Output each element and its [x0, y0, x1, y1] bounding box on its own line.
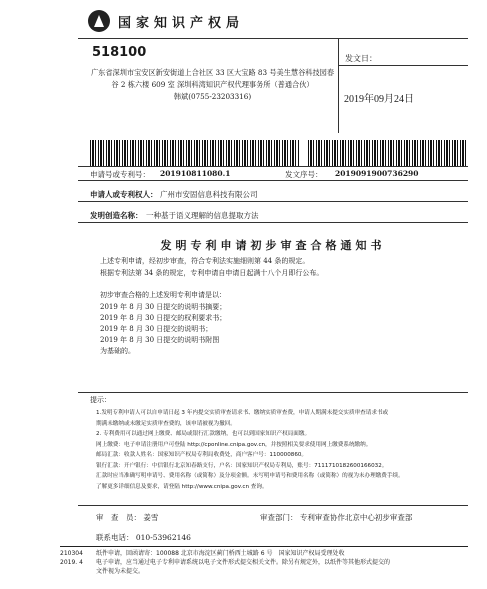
row-divider [78, 222, 468, 223]
row-divider [78, 201, 468, 202]
notice-paragraph-1: 上述专利申请，经初步审查，符合专利法实施细则第 44 条的规定。 [100, 257, 310, 265]
examiner [96, 512, 158, 523]
barcode-left [90, 140, 300, 166]
row-divider [78, 180, 468, 181]
recipient-address [90, 67, 335, 103]
tip-line: 1.发明专利申请人可以自申请日起 3 年内提交实质审查请求书、缴纳实质审查费，申请人期满未提交实质审查请求书或 [96, 410, 389, 416]
form-code-1: 210304 [60, 550, 83, 557]
document-item: 2019 年 8 月 30 日提交的权利要求书； [100, 314, 227, 322]
tip-line: 汇款时应当准确写明申请号、费用名称（或简称）及分项金额。未写明申请号和费用名称（或简称）的视为未办理缴费手续。 [96, 473, 404, 479]
address-text: 广东省深圳市宝安区新安街道上合社区 33 区大宝路 83 号美生慧谷科技园春谷 2 栋六楼 609 室 深圳科湾知识产权代理事务所（普通合伙） [90, 68, 335, 89]
tip-line: 期满未缴纳或未缴足实质审查费的，该申请被视为撤回。 [96, 420, 236, 427]
issue-label-divider [338, 65, 468, 66]
office-name: 国家知识产权局 [118, 16, 245, 31]
footer-notes [96, 549, 468, 576]
department-name: 专利审查协作北京中心初步审查部 [299, 513, 413, 522]
document-list [100, 302, 460, 357]
notice-paragraph-2: 根据专利法第 34 条的规定，专利申请自申请日起满十八个月即行公布。 [100, 269, 324, 277]
barcode-right [308, 140, 468, 166]
signoff-divider [78, 505, 468, 506]
document-item: 2019 年 8 月 30 日提交的说明书摘要； [100, 303, 227, 311]
notice-paragraph-3: 初步审查合格的上述发明专利申请是以： [100, 291, 226, 299]
applicant-name: 广州市安固信息科技有限公司 [160, 190, 258, 199]
tips-divider [78, 392, 468, 393]
document-item: 2019 年 8 月 30 日提交的说明书附图 [100, 336, 220, 344]
tip-line: 银行汇款：开户银行：中信银行北京知春路支行，户名：国家知识产权局专利局，账号：7111710182600166032。 [96, 462, 388, 469]
department-label: 审查部门： [260, 513, 298, 522]
invention-title-label: 发明创造名称： [90, 211, 143, 220]
applicant-label: 申请人或专利权人： [90, 190, 158, 199]
serial-no-label: 发文序号： [285, 170, 323, 179]
phone [96, 532, 191, 543]
document-item: 2019 年 8 月 30 日提交的说明书； [100, 325, 213, 333]
phone-label: 联系电话： [96, 533, 134, 542]
form-code-2: 2019. 4 [60, 559, 83, 566]
footer-line: 电子申请，应当通过电子专利申请系统以电子文件形式提交相关文件。除另有规定外，以纸件等其他形式提交的 [96, 559, 391, 566]
notice-title: 发明专利申请初步审查合格通知书 [160, 239, 386, 252]
department [260, 512, 412, 523]
examiner-label: 审 查 员： [96, 513, 141, 522]
tip-line: 了解更多详细信息及要求，请登陆 http://www.cnipa.gov.cn 查询。 [96, 483, 268, 490]
footer-line: 文件视为未提交。 [96, 568, 145, 575]
tip-line: 2. 专利费用可以通过网上缴费、邮局或银行汇款缴纳，也可以到国家知识产权局面缴。 [96, 431, 311, 437]
application-no-label: 申请号或专利号： [90, 170, 150, 179]
invention-title: 一种基于语义理解的信息提取方法 [146, 211, 259, 220]
examiner-name: 姜雪 [143, 513, 159, 522]
serial-no: 2019091900736290 [335, 169, 419, 178]
footer-divider [60, 546, 468, 547]
header-vertical-divider [338, 38, 339, 133]
tip-line: 网上缴费：电子申请注册用户可登陆 http://cponline.cnipa.gov.cn，并按照相关要求使用网上缴费系统缴纳。 [96, 441, 372, 448]
tips-list [96, 408, 468, 492]
tip-line: 邮局汇款：收款人姓名：国家知识产权局专利局收费处，商户客户号：110000860。 [96, 452, 308, 458]
phone-number: 010-53962146 [135, 533, 191, 542]
postcode: 518100 [92, 45, 147, 60]
application-no: 201910811080.1 [160, 169, 231, 178]
cnipa-logo [88, 10, 110, 32]
issue-date-label: 发文日： [345, 54, 377, 63]
row-divider [78, 166, 468, 167]
contact-text: 韩斌(0755-23203316) [173, 92, 252, 101]
form-code [60, 549, 83, 567]
footer-line: 纸件申请，回函请寄：100088 北京市海淀区蓟门桥西土城路 6 号 国家知识产权局受理处收 [96, 550, 345, 557]
issue-date: 2019年09月24日 [344, 94, 414, 105]
header-divider [78, 38, 468, 39]
tips-heading: 提示： [90, 396, 111, 404]
basis-text: 为基础的。 [100, 347, 135, 355]
